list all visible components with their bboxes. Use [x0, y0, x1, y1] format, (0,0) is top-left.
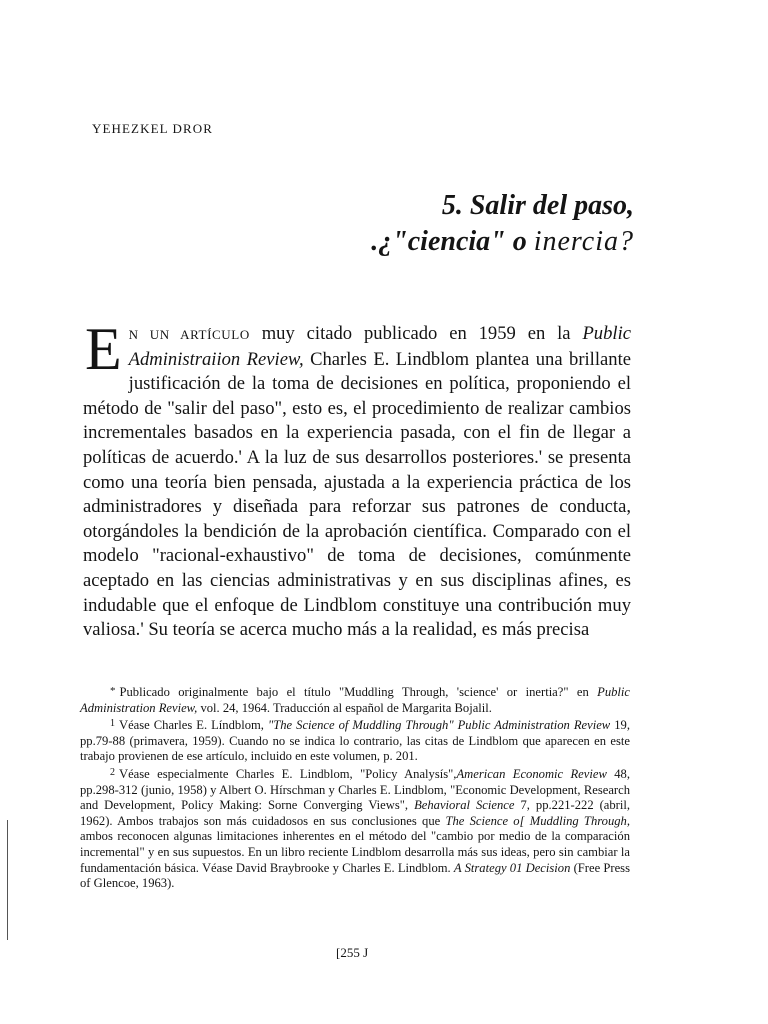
footnote-1-text-b: 19, pp.79-88 (primavera, 1959). Cuando no se indica lo contrario, las citas de Lindblom que aparecen en este trabajo provienen de ese artículo, incluido en este volumen, p. 201.: [80, 718, 630, 764]
footnote-2-text-d: ambos reconocen algunas limitaciones inherentes en el método del "cambio por medio de la comparación incremental" y en sus supuestos. En un libro reciente Lindblom desarrolla más sus ideas, pero sin cambiar la fundamentación básica. Véase David Braybrooke y Charles E. Lindblom.: [80, 829, 630, 875]
footnote-2-italic-d: A Strategy 01 Decision: [453, 860, 571, 875]
footnote-2-text-e: (Free Press of Glencoe, 1963).: [80, 860, 630, 891]
chapter-title-line-2: [371, 224, 634, 260]
footnote-1-italic-a: "The Science of Muddling Through" Public Administration Review: [267, 718, 611, 733]
margin-rule: [7, 820, 8, 940]
footnote-2-text-c: 7, pp.221-222 (abril, 1962). Ambos trabajos son más cuidadosos en sus conclusiones que: [80, 798, 631, 828]
footnote-star: [80, 684, 630, 716]
drop-cap: E: [85, 316, 122, 382]
footnote-1-text-a: Véase Charles E. Líndblom,: [119, 718, 264, 733]
footnotes: [80, 684, 630, 892]
footnote-1-mark: 1: [110, 718, 115, 730]
page-number: [255 J: [336, 945, 369, 960]
running-header-author: YEHEZKEL DROR: [92, 121, 214, 136]
journal-title: Public Administraiion Review,: [128, 323, 631, 370]
footnote-2-italic-c: The Science o[ Muddling Through,: [445, 813, 631, 828]
footnote-star-text-a: Publicado originalmente bajo el título "Muddling Through, 'science' or inertia?" en: [119, 685, 589, 699]
footnote-1: [80, 716, 630, 765]
footnote-2-text-a: Véase especialmente Charles E. Lindblom, "Policy Analysís",: [119, 766, 457, 781]
footnote-2: [80, 765, 630, 892]
chapter-title-line-2-bold: .¿"ciencia" o: [371, 226, 527, 257]
body-text-part-1: muy citado publicado en 1959 en la: [261, 323, 571, 344]
footnote-star-journal: Public Administration Review,: [80, 685, 631, 715]
chapter-title-line-2-light: inercia?: [533, 226, 634, 257]
body-text: [83, 316, 631, 643]
smallcaps-opening: N UN ARTÍCULO: [128, 327, 250, 342]
chapter-title: [371, 188, 634, 260]
footnote-star-text-b: vol. 24, 1964. Traducción al español de Margarita Bojalil.: [200, 700, 492, 715]
footnote-star-mark: *: [110, 685, 116, 697]
footnote-2-mark: 2: [110, 766, 115, 778]
chapter-title-line-1: 5. Salir del paso,: [441, 190, 634, 221]
footnote-2-italic-a: American Economic Review: [456, 766, 607, 781]
footnote-2-italic-b: Behavioral Science: [414, 798, 515, 813]
footnote-2-text-b: 48, pp.298-312 (junio, 1958) y Albert O. Hírschman y Charles E. Lindblom, "Economic Development, Research and Development, Policy Making: Sorne Converging Views",: [80, 766, 630, 813]
body-text-part-2: Charles E. Lindblom plantea una brillante justificación de la toma de decisiones en política, proponiendo el método de "salir del paso", esto es, el procedimiento de realizar cambios incrementales basados en la experiencia pasada, con el fin de llegar a políticas de acuerdo.' A la luz de sus desarrollos posteriores.' se presenta como una teoría bien pensada, ajustada a la experiencia práctica de los administradores y diseñada para reforzar sus patrones de conducta, otorgándoles la bendición de la aprobación científica. Comparado con el modelo "racional-exhaustivo" de toma de decisiones, comúnmente aceptado en las ciencias administrativas y en sus disciplinas afines, es indudable que el enfoque de Lindblom constituye una contribución muy valiosa.' Su teoría se acerca mucho más a la realidad, es más precisa: [83, 348, 631, 641]
